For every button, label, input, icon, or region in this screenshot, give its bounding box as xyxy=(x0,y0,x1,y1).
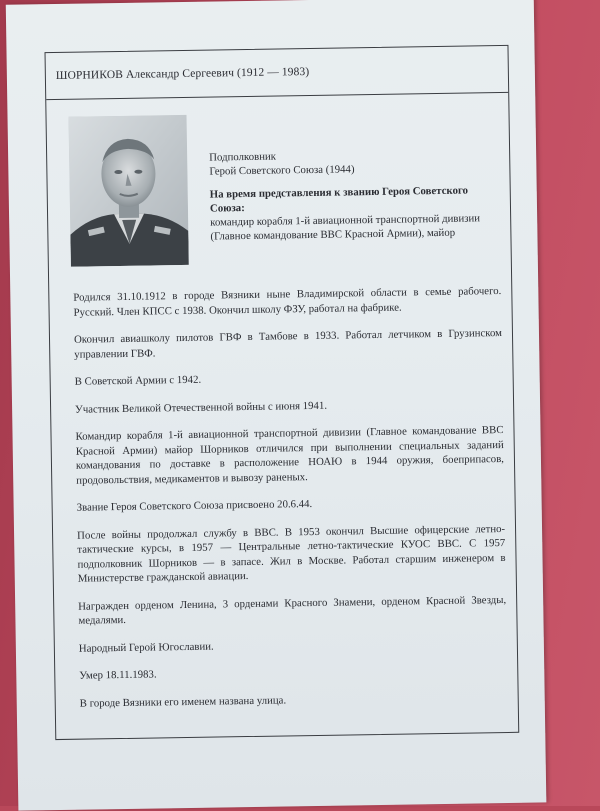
rank-title: Подполковник xyxy=(209,150,277,164)
bio-paragraph: Окончил авиашколу пилотов ГВФ в Тамбове в 1933. Работал летчиком в Грузинском управлении ГВФ. xyxy=(73,327,503,361)
bio-paragraph: Командир корабля 1-й авиационной транспортной дивизии (Главное командование ВВС Красной Армии) майор Шорников отличился при выполнении специальных заданий командования по доставке в расположение НОАЮ в 1944 оружия, боеприпасов, продовольствия, медикаментов и вывозу раненых. xyxy=(75,423,505,487)
document-page xyxy=(6,0,547,811)
bio-paragraph: После войны продолжал службу в ВВС. В 1953 окончил Высшие офицерские летно-тактические курсы, в 1957 — Центральные летно-тактические КУОС ВВС. С 1957 подполковник Шорников — в запасе. Жил в Москве. Работал старшим инженером в Министерстве гражданской авиации. xyxy=(77,522,506,585)
presentation-heading: На время представления к званию Героя Советского Союза: xyxy=(209,184,469,215)
bio-paragraph: Награжден орденом Ленина, 3 орденами Красного Знамени, орденом Красной Звезды, медалями. xyxy=(78,593,507,627)
biography-frame xyxy=(45,45,520,740)
bio-paragraph: В Советской Армии с 1942. xyxy=(74,373,202,388)
bio-paragraph: Народный Герой Югославии. xyxy=(78,640,214,655)
position-text: командир корабля 1-й авиационной транспортной дивизии (Главное командование ВВС Красной Армии), майор xyxy=(210,212,481,243)
bio-paragraph: В городе Вязники его именем названа улица. xyxy=(79,693,287,710)
bio-paragraph: Звание Героя Советского Союза присвоено 20.6.44. xyxy=(76,498,313,514)
rank-info xyxy=(209,146,500,244)
bio-paragraph: Участник Великой Отечественной войны с июня 1941. xyxy=(75,399,328,416)
person-title: ШОРНИКОВ Александр Сергеевич (1912 — 1983) xyxy=(55,66,310,82)
biography-text xyxy=(73,284,508,724)
portrait-photo-icon xyxy=(69,115,189,267)
bio-paragraph: Умер 18.11.1983. xyxy=(79,668,157,682)
bio-paragraph: Родился 31.10.1912 в городе Вязники ныне Владимирской области в семье рабочего. Русский. Член КПСС с 1938. Окончил школу ФЗУ, работал на фабрике. xyxy=(73,285,502,319)
header-row xyxy=(46,46,509,100)
hero-title: Герой Советского Союза (1944) xyxy=(209,163,355,178)
